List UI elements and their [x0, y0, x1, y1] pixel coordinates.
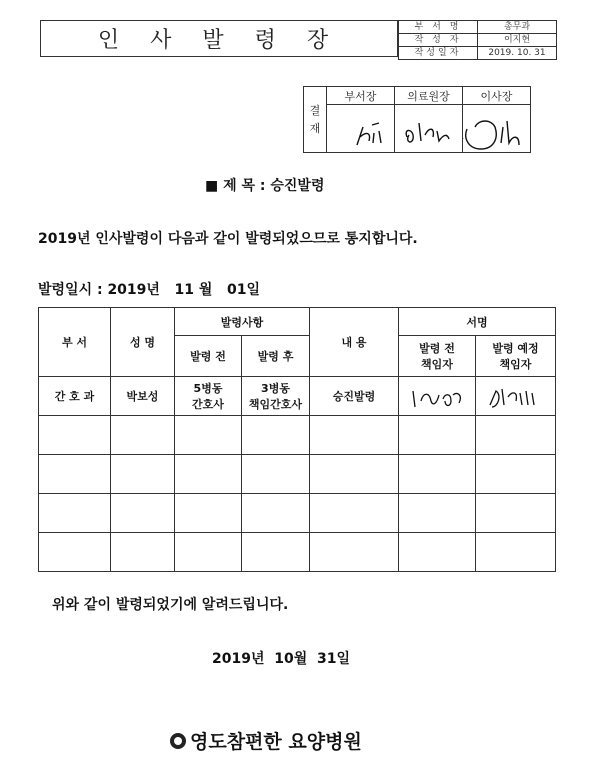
hospital-logo-icon: [170, 733, 186, 749]
row-after: 3병동 책임간호사: [242, 377, 310, 416]
row-before: 5병동 간호사: [175, 377, 242, 416]
table-row-empty: [39, 533, 556, 572]
info-label-dept: 부 서 명: [399, 21, 478, 34]
table-row-empty: [39, 494, 556, 533]
table-row: [39, 377, 556, 416]
subject-line: ■ 제 목 : 승진발령: [205, 178, 325, 194]
approval-table: [303, 86, 531, 153]
handwritten-signature-4: [399, 377, 476, 416]
row-content: 승진발령: [310, 377, 399, 416]
header-content: 내 용: [310, 308, 399, 377]
approval-label-bottom: 재: [309, 121, 321, 135]
info-value-dept: 총무과: [478, 21, 557, 34]
row-signature-before: [399, 377, 476, 416]
effective-date: 발령일시 : 2019년 11 월 01일: [38, 282, 261, 298]
row-signature-after: [476, 377, 556, 416]
approval-role-director: 의료원장: [395, 87, 463, 105]
row-dept: 간 호 과: [39, 377, 111, 416]
table-row-empty: [39, 416, 556, 455]
approval-signature-director: [395, 105, 463, 153]
closing-text: 위와 같이 발령되었기에 알려드립니다.: [52, 597, 289, 613]
header-after: 발령 후: [242, 336, 310, 377]
appointment-table: [38, 307, 556, 572]
approval-label: [304, 87, 327, 153]
handwritten-signature-5: [476, 377, 556, 416]
header-before: 발령 전: [175, 336, 242, 377]
info-label-date: 작성일자: [399, 47, 478, 60]
row-name: 박보성: [111, 377, 175, 416]
header-signature: 서명: [399, 308, 556, 336]
info-value-author: 이지현: [478, 34, 557, 47]
table-row-empty: [39, 455, 556, 494]
issue-date: 2019년 10월 31일: [212, 651, 350, 667]
header-appointment: 발령사항: [175, 308, 310, 336]
header-sig-before: 발령 전 책임자: [399, 336, 476, 377]
header-name: 성 명: [111, 308, 175, 377]
hospital-signature: [170, 727, 362, 754]
approval-role-dept-head: 부서장: [327, 87, 395, 105]
document-info-table: [398, 20, 557, 60]
document-title: 인 사 발 령 장: [40, 20, 398, 57]
approval-label-top: 결: [309, 103, 321, 117]
handwritten-signature-3: [463, 105, 530, 152]
approval-role-chairman: 이사장: [463, 87, 531, 105]
info-label-author: 작 성 자: [399, 34, 478, 47]
hospital-name: 영도참편한 요양병원: [190, 731, 362, 753]
handwritten-signature-2: [395, 105, 462, 152]
header-dept: 부 서: [39, 308, 111, 377]
notice-text: 2019년 인사발령이 다음과 같이 발령되었으므로 통지합니다.: [38, 231, 418, 247]
info-value-date: 2019. 10. 31: [478, 47, 557, 60]
handwritten-signature-1: [327, 105, 394, 152]
header-sig-after: 발령 예정 책임자: [476, 336, 556, 377]
approval-signature-chairman: [463, 105, 531, 153]
approval-signature-dept-head: [327, 105, 395, 153]
